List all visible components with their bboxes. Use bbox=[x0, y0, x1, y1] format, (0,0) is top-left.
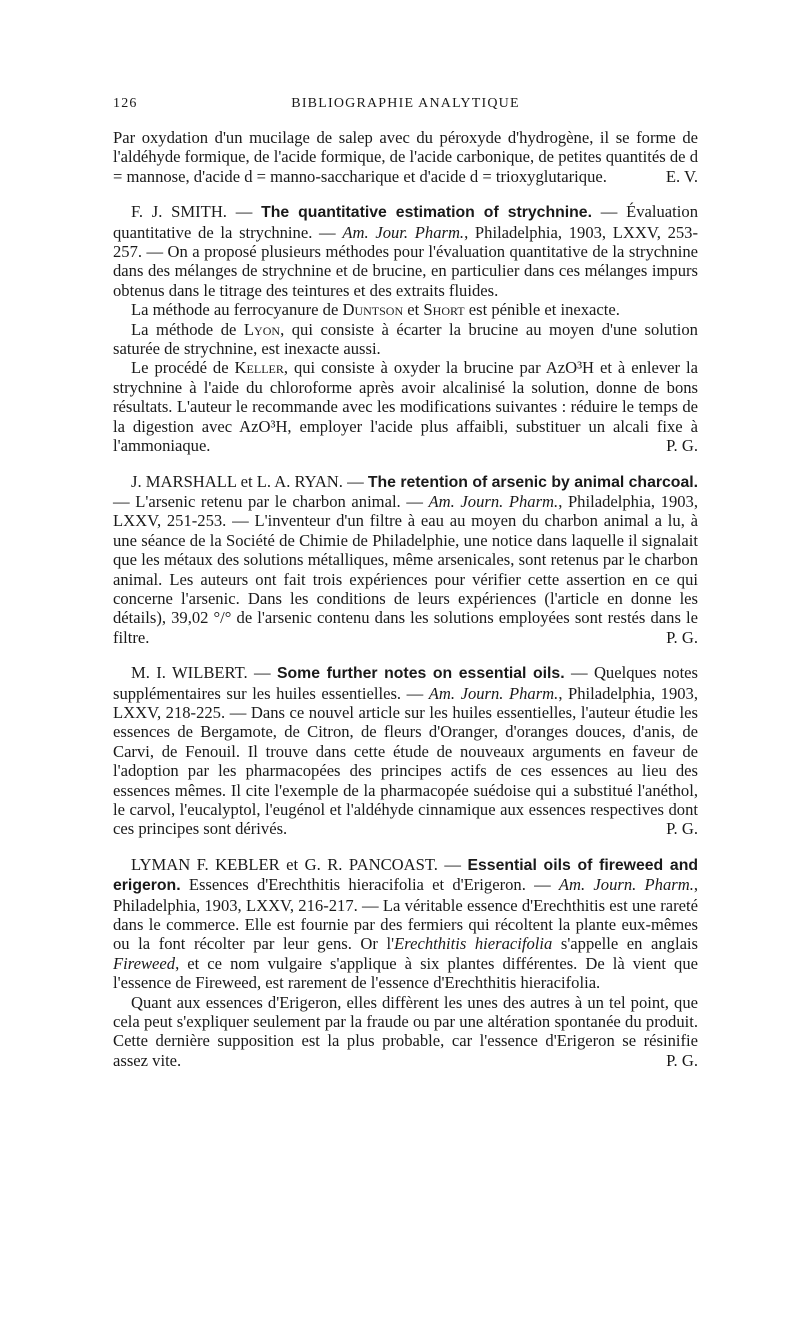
text-run: est pénible et inexacte. bbox=[468, 300, 620, 320]
entry-signature: P. G. bbox=[666, 627, 698, 647]
entry-citation: , Philadelphia, 1903, LXXV, 251-253. bbox=[113, 491, 698, 531]
entry-citation: , Philadelphia, 1903, LXXV, 218-225. bbox=[113, 683, 698, 722]
entry-marshall-ryan: J. MARSHALL et L. A. RYAN. — The retention of arsenic by animal charcoal. — L'arsenic retenu par le charbon animal. — Am. Journ. Pharm., Philadelphia, 1903, LXXV, 251-253. — L'inventeur d'un filtre à eau au moyen du charbon animal a lu, à une séance de la Société de Chimie de Philadelphie, une notice dans laquelle il signalait que les métaux des solutions métalliques, même arsenicales, sont retenus par le charbon animal. Les auteurs ont fait trois expériences pour vérifier cette assertion en ce qui concerne l'arsenic. Dans les conditions de leurs expériences (l'article en donne les détails), 39,02 °/° de l'arsenic contenu dans les solutions employées sont restés dans le filtre. P. G. bbox=[113, 471, 699, 647]
entry-abstract: — La véritable essence d'Erechthitis est une rareté dans le commerce. Elle est fournie par des fermiers qui récoltent la plante eux-mêmes ou la font récolter par leur gens. Or l' bbox=[113, 895, 698, 954]
entry-text: Quant aux essences d'Erigeron, elles diffèrent les unes des autres à un tel point, que cela peut s'expliquer seulement par la fraude ou par une altération spontanée du produit. Cette dernière supposition est la plus probable, car l'essence d'Erigeron se résinifie assez vite. bbox=[113, 992, 698, 1070]
page-number: 126 bbox=[113, 96, 138, 111]
kebler-paragraph-2 bbox=[113, 993, 698, 1071]
page-body bbox=[113, 128, 698, 1070]
entry-authors: M. I. WILBERT. bbox=[131, 663, 248, 683]
text-run: et bbox=[407, 300, 420, 320]
entry-authors: F. J. SMITH. bbox=[131, 202, 227, 222]
entry-authors: J. MARSHALL et L. A. RYAN. bbox=[131, 471, 343, 491]
intro-text: Par oxydation d'un mucilage de salep avec du péroxyde d'hydrogène, il se forme de l'aldéhyde formique, de l'acide formique, de l'acide carbonique, de petites quantités de d = mannose, d'acide d = manno-saccharique et d'acide d = trioxyglutarique. bbox=[113, 128, 698, 186]
entry-abstract: — On a proposé plusieurs méthodes pour l'évaluation quantitative de la strychnine dans des mélanges de strychnine et de brucine, en particulier dans ces mélanges impurs obtenus dans le titrage des teintures et des extraits fluides. bbox=[113, 242, 698, 300]
text-run: La méthode au ferrocyanure de bbox=[131, 300, 339, 320]
entry-journal: Am. Journ. Pharm. bbox=[428, 491, 559, 511]
text-run: s'appelle en anglais bbox=[552, 934, 698, 954]
author-name: Short bbox=[423, 300, 465, 320]
entry-abstract: — Dans ce nouvel article sur les huiles essentielles, l'auteur étudie les essences de Bergamote, de Citron, de fleurs d'Oranger, d'oranges douces, d'anis, de Carvi, de Fenouil. Il trouve dans cette étude de nouveaux arguments en faveur de l'adoption par les pharmacopées des principes actifs de ces essences au lieu des essences mêmes. Il cite l'exemple de la pharmacopée suédoise qui a substitué l'anéthol, le carvol, l'eucalyptol, l'eugénol et l'aldéhyde cinnamique aux essences respectives dont ces principes sont dérivés. bbox=[113, 702, 698, 839]
common-name: Fireweed bbox=[113, 953, 176, 973]
entry-authors: LYMAN F. KEBLER et G. R. PANCOAST. bbox=[131, 854, 438, 874]
entry-translation: — L'arsenic retenu par le charbon animal. — bbox=[113, 491, 423, 511]
entry-translation: — Évaluation quantitative de la strychnine. — bbox=[113, 202, 698, 242]
entry-signature: P. G. bbox=[666, 819, 698, 839]
species-name: Erechthitis hieracifolia bbox=[394, 934, 553, 954]
text-run: , et ce nom vulgaire s'applique à six plantes différentes. De là vient que l'essence de Fireweed, est rarement de l'essence d'Erechthitis hieracifolia. bbox=[113, 953, 698, 993]
running-title: BIBLIOGRAPHIE ANALYTIQUE bbox=[291, 96, 520, 111]
entry-wilbert: M. I. WILBERT. — Some further notes on essential oils. — Quelques notes supplémentaires sur les huiles essentielles. — Am. Journ. Pharm., Philadelphia, 1903, LXXV, 218-225. — Dans ce nouvel article sur les huiles essentielles, l'auteur étudie les essences de Bergamote, de Citron, de fleurs d'Oranger, d'oranges douces, d'anis, de Carvi, de Fenouil. Il trouve dans cette étude de nouveaux arguments en faveur de l'adoption par les pharmacopées des principes actifs de ces essences au lieu des essences mêmes. Il cite l'exemple de la pharmacopée suédoise qui a substitué l'anéthol, le carvol, l'eucalyptol, l'eugénol et l'aldéhyde cinnamique aux essences respectives dont ces principes sont dérivés. P. G. bbox=[113, 663, 699, 839]
author-name: Duntson bbox=[342, 300, 404, 320]
smith-paragraph-3 bbox=[113, 320, 698, 359]
entry-citation: , Philadelphia, 1903, LXXV, 216-217. bbox=[113, 875, 698, 915]
entry-title: Essential oils of fireweed and erigeron. bbox=[113, 856, 698, 895]
entry-citation: , Philadelphia, 1903, LXXV, 253-257. bbox=[113, 222, 698, 262]
entry-translation: — Quelques notes supplémentaires sur les huiles essentielles. — bbox=[113, 663, 699, 703]
entry-abstract: — L'inventeur d'un filtre à eau au moyen du charbon animal a lu, à une séance de la Société de Chimie de Philadelphie, une notice dans laquelle il signalait que les métaux des solutions métalliques, même arsenicales, sont retenus par le charbon animal. Les auteurs ont fait trois expériences pour vérifier cette assertion en ce qui concerne l'arsenic. Dans les conditions de leurs expériences (l'article en donne les détails), 39,02 °/° de l'arsenic contenu dans les solutions employées sont restés dans le filtre. bbox=[113, 511, 699, 647]
entry-signature: P. G. bbox=[666, 436, 698, 456]
entry-journal: Am. Journ. Pharm. bbox=[428, 683, 559, 703]
text-run: Le procédé de bbox=[131, 358, 229, 378]
text-run: La méthode de bbox=[131, 319, 237, 339]
entry-title: The retention of arsenic by animal charcoal. bbox=[367, 473, 699, 491]
text-run: , qui consiste à écarter la brucine au moyen d'une solution saturée de strychnine, est inexacte aussi. bbox=[113, 319, 698, 359]
entry-journal: Am. Jour. Pharm. bbox=[342, 222, 465, 242]
entry-kebler-pancoast: LYMAN F. KEBLER et G. R. PANCOAST. — Essential oils of fireweed and erigeron. Essences d'Erechthitis hieracifolia et d'Erigeron. — Am. Journ. Pharm., Philadelphia, 1903, LXXV, 216-217. — La véritable essence d'Erechthitis est une rareté dans le commerce. Elle est fournie par des fermiers qui récoltent la plante eux-mêmes ou la font récolter par leur gens. Or l'Erechthitis hieracifolia s'appelle en anglais Fireweed, et ce nom vulgaire s'applique à six plantes différentes. De là vient que l'essence de Fireweed, est rarement de l'essence d'Erechthitis hieracifolia. bbox=[113, 854, 698, 993]
entry-translation: Essences d'Erechthitis hieracifolia et d'Erigeron. — bbox=[188, 875, 551, 895]
smith-paragraph-2 bbox=[113, 300, 698, 319]
intro-signature: E. V. bbox=[665, 166, 698, 186]
intro-paragraph bbox=[113, 128, 698, 186]
author-name: Lyon bbox=[243, 319, 281, 339]
entry-smith: F. J. SMITH. — The quantitative estimation of strychnine. — Évaluation quantitative de la strychnine. — Am. Jour. Pharm., Philadelphia, 1903, LXXV, 253-257. — On a proposé plusieurs méthodes pour l'évaluation quantitative de la strychnine dans des mélanges de strychnine et de brucine, en particulier dans ces mélanges impurs obtenus dans le titrage des teintures et des extraits fluides. bbox=[113, 202, 698, 300]
entry-title: The quantitative estimation of strychnine. bbox=[261, 204, 592, 222]
entry-title: Some further notes on essential oils. bbox=[277, 665, 565, 683]
author-name: Keller bbox=[234, 358, 284, 378]
smith-paragraph-4 bbox=[113, 358, 698, 455]
entry-signature: P. G. bbox=[666, 1050, 698, 1070]
text-run: , qui consiste à oxyder la brucine par AzO³H et à enlever la strychnine à l'aide du chloroforme après avoir alcalinisé la solution, donne de bons résultats. L'auteur le recommande avec les modifications suivantes : réduire le temps de la digestion avec AzO³H, employer l'acide plus affaibli, substituer un alcali fixe à l'ammoniaque. bbox=[113, 358, 698, 456]
page-header bbox=[113, 96, 698, 118]
entry-journal: Am. Journ. Pharm. bbox=[558, 875, 694, 895]
